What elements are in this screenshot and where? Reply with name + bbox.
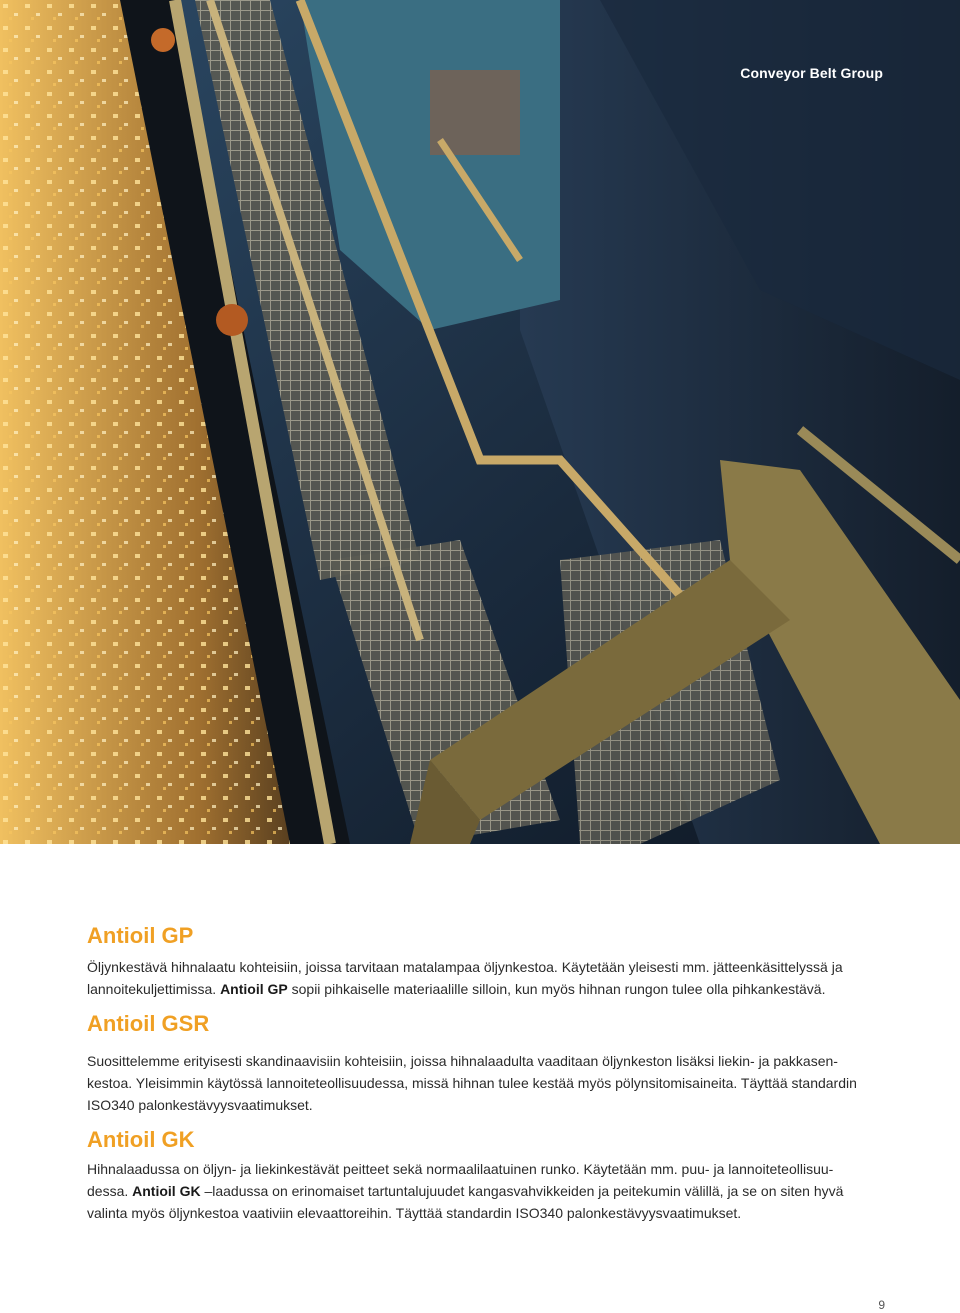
body-text: Hihnalaadussa on öljyn- ja liekinkestävät peitteet sekä normaalilaatuinen runko. Käytetään mm. puu- ja lannoiteteollisuu-dessa. bbox=[87, 1161, 834, 1199]
product-descriptions bbox=[87, 922, 867, 1234]
section-title: Antioil GK bbox=[87, 1127, 195, 1152]
section-antioil-gk bbox=[87, 1126, 867, 1224]
product-name-bold: Antioil GK bbox=[132, 1183, 201, 1199]
section-antioil-gp bbox=[87, 922, 867, 1000]
body-text: Öljynkestävä hihnalaatu kohteisiin, joissa tarvitaan matalampaa öljynkestoa. Käytetään yleisesti mm. jätteenkäsittelyssä ja lannoitekuljettimissa. bbox=[87, 959, 843, 997]
section-title: Antioil GP bbox=[87, 923, 194, 948]
body-text: –laadussa on erinomaiset tartuntalujuudet kangasvahvikkeiden ja peitekumin välillä, ja se on siten hyvä valinta myös öljynkestoa vaativiin elevaattoreihin. Täyttää standardin ISO340 palonkestävyysvaatimukset. bbox=[87, 1183, 844, 1221]
section-body bbox=[87, 956, 867, 1000]
section-title: Antioil GSR bbox=[87, 1011, 210, 1036]
brand-label: Conveyor Belt Group bbox=[740, 65, 883, 81]
section-antioil-gsr bbox=[87, 1010, 867, 1116]
section-body: Suosittelemme erityisesti skandinaavisiin kohteisiin, joissa hihnalaadulta vaaditaan öljynkeston lisäksi liekin- ja pakkasen-kestoa. Yleisimmin käytössä lannoiteteollisuudessa, missä hihnan tulee kestää myös pölynsitomisaineita. Täyttää standardin ISO340 palonkestävyysvaatimukset. bbox=[87, 1053, 857, 1113]
body-text: sopii pihkaiselle materiaalille silloin, kun myös hihnan rungon tulee olla pihkankestävä. bbox=[287, 981, 826, 997]
page-number: 9 bbox=[878, 1298, 885, 1312]
product-name-bold: Antioil GP bbox=[220, 981, 288, 997]
section-body bbox=[87, 1158, 867, 1224]
